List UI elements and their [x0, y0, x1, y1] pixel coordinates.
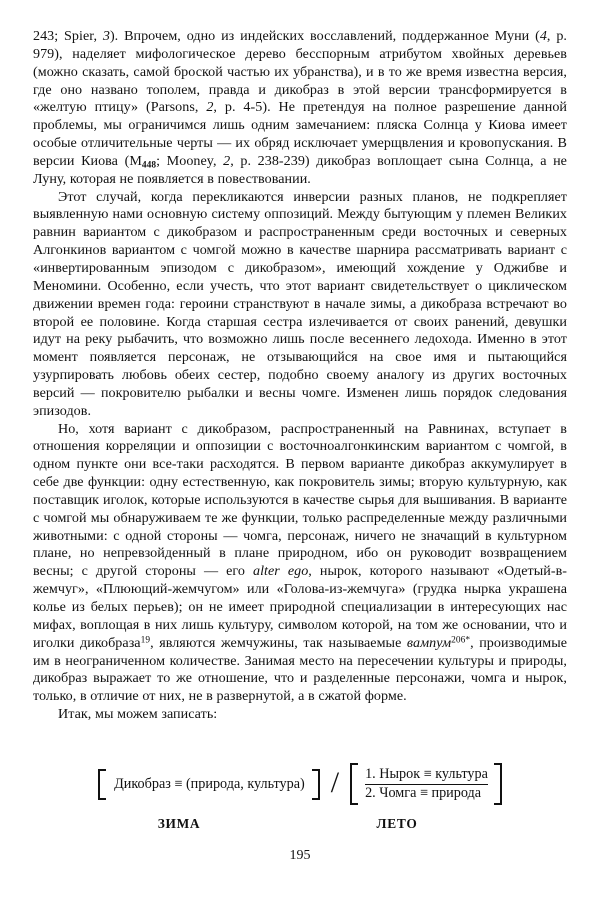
left-bracket-open-icon	[98, 769, 107, 800]
season-label-winter: ЗИМА	[157, 816, 201, 831]
formula-right-group	[350, 763, 502, 805]
formula-left-group	[98, 769, 320, 800]
formula-fraction-numerator: 1. Нырок ≡ культура	[365, 766, 488, 785]
paragraph-1: 243; Spier, 3). Впрочем, одно из индейских восславлений, поддержанное Муни (4, p. 979), наделяет мифологическое дерево бесспорным атрибутом хвойных деревьев (можно сказать, самой броской частью их убранства), и в то же время известна версия, где оно названо тополем, правда и дикобраз в этой версии трансформируется в «желтую птицу» (Parsons, 2, p. 4-5). Не претендуя на полное разрешение данной проблемы, мы ограничимся лишь одним замечанием: пляска Солнца у Киова имеет особые отличительные черты — их обряд исключает умерщвления и кровопускания. В версии Киова ($M_{448}$; Mooney, 2, p. 238-239) дикобраз воплощает сына Солнца, а не Луну, которая не появляется в повествовании.	[33, 28, 568, 187]
left-bracket-close-icon	[311, 769, 320, 800]
page-number: 195	[289, 848, 311, 863]
season-label-row	[33, 816, 567, 836]
right-bracket-open-icon	[350, 763, 359, 805]
season-label-summer: ЛЕТО	[376, 816, 418, 831]
formula-fraction-denominator: 2. Чомга ≡ природа	[365, 785, 482, 801]
formula-block	[33, 758, 567, 818]
formula-operator: /	[330, 766, 340, 799]
right-bracket-close-icon	[493, 763, 502, 805]
paragraph-4: Итак, мы можем записать:	[58, 706, 218, 723]
formula-row	[33, 758, 567, 810]
body-text-column	[33, 28, 567, 724]
paragraph-3: Но, хотя вариант с дикобразом, распространенный на Равнинах, вступает в отношения корреляции и оппозиции с восточноалгонкинским вариантом с чомгой, в одном пункте они все-таки расходятся. В первом варианте дикобраз аккумулирует в себе две функции: одну естественную, как покровитель зимы; вторую культурную, как поставщик иголок, которые используются в качестве сырья для вышивания. В варианте с чомгой мы обнаруживаем те же функции, только распределенные между различными животными: с одной стороны — чомга, персонаж, ничего не значащий в культурном плане, но непревзойденный в плане природном, ибо он руководит возвращением весны; с другой стороны — его alter ego, нырок, которого называют «Одетый-в-жемчуг», «Плюющий-жемчугом» или «Голова-из-жемчуга» (грудка нырка украшена колье из белых перьев); он не имеет природной специализации в интересующих нас мифах, воплощая в них лишь культуру, символом которой, на том же основании, что и иголки дикобраза$^{19}$, являются жемчужины, так называемые вампум$^{206*}$, производимые им в неограниченном количестве. Занимая место на пересечении культуры и природы, дикобраз выражает то же отношение, что и разделенные персонажи, чомга и нырок, только, в отличие от них, не в развернутой, а в сжатой форме.	[33, 420, 567, 705]
formula-fraction	[359, 763, 493, 805]
paragraph-2: Этот случай, когда перекликаются инверсии разных планов, не подкрепляет выявленную нами основную систему оппозиций. Между бытующим у племен Великих равнин вариантом с дикобразом и распространенным среди восточных и северных Алгонкинов вариантом с чомгой можно в качестве шарнира рассматривать вариант с «инвертированным эпизодом с дикобразом», имеющий хождение у Оджибве и Меномини. Особенно, если учесть, что этот вариант свидетельствует о циклическом движении времен года: героини странствуют в начале зимы, а дикобраза встречают во второй ее половине. Когда старшая сестра излечивается от своих ранений, девушки идут на реку рыбачить, что возможно лишь после весеннего ледохода. Именно в этот момент появляется персонаж, не отзывающийся на свое имя и пытающийся узурпировать любовь обеих сестер, подобно своему аналогу из других восточных версий — покровителю рыбалки и весны чомге. Изменен лишь порядок следования эпизодов.	[33, 188, 567, 419]
formula-left-content: Дикобраз ≡ (природа, культура)	[114, 775, 305, 792]
